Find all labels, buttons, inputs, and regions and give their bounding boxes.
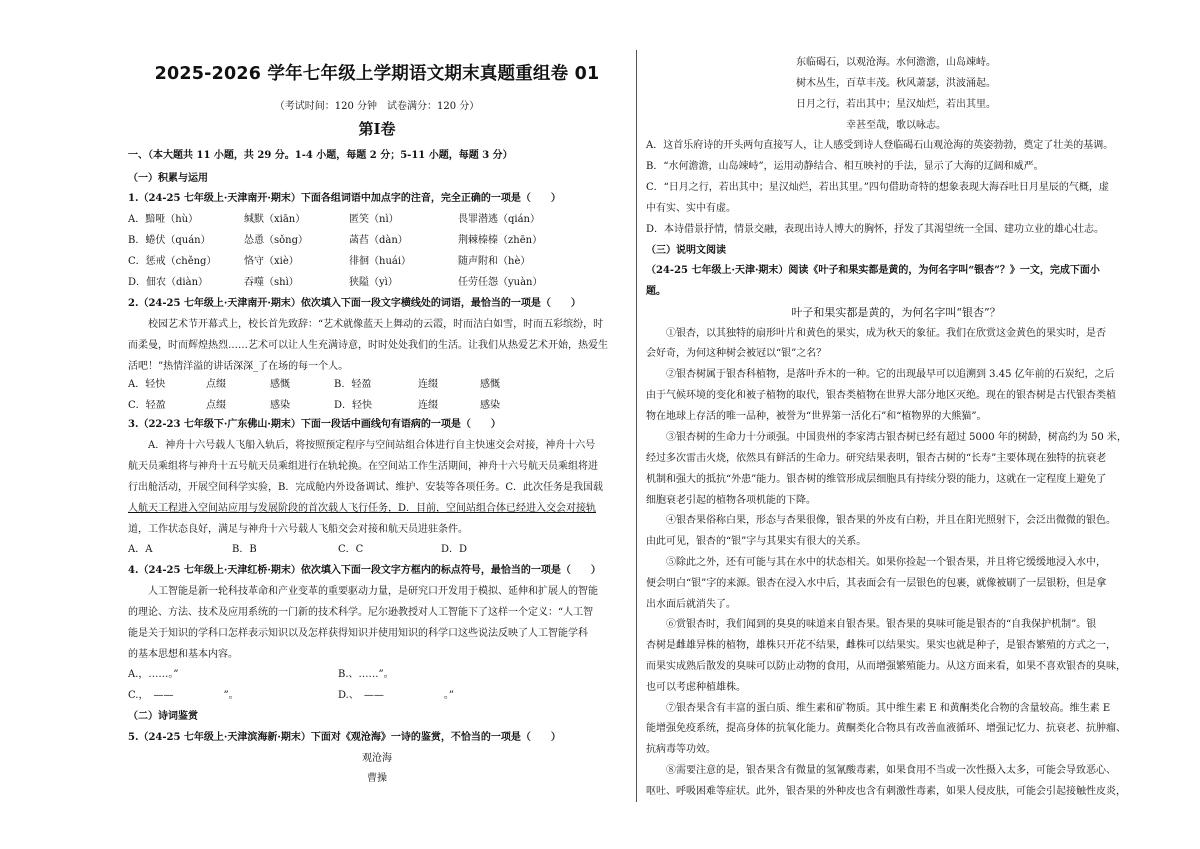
- column-divider: [636, 50, 637, 802]
- question-2: 2.（24-25 七年级上·天津南开·期末）依次填入下面一段文字横线处的词语，最恰当的一项是（ ）: [128, 298, 581, 309]
- q2-passage-line: 活吧！”热情洋溢的讲话深深_了在场的每一个人。: [128, 361, 349, 372]
- q2-passage-line: 而柔曼，时而辉煌热烈……艺术可以让人生充满诗意，时时处处我们的生活。让我们从热爱艺术开始，热爱生: [128, 340, 608, 351]
- q2-option: 感慨: [480, 379, 500, 390]
- article-paragraph-line: 抗病毒等功效。: [646, 744, 716, 755]
- article-paragraph-line: ⑦银杏果含有丰富的蛋白质、维生素和矿物质。其中维生素 E 和黄酮类化合物的含量较高。维生素 E: [666, 703, 1111, 714]
- reading-intro-line: 题。: [646, 286, 666, 297]
- q1-option: 任劳任怨（yuàn）: [458, 277, 543, 288]
- q1-option: 吞噬（shì）: [244, 277, 299, 288]
- q4-passage-line: 能是关于知识的学科口怎样表示知识以及怎样获得知识并使用知识的科学口这些说法反映了人工智能学科: [128, 628, 588, 639]
- q3-passage-line: A．神舟十六号载人飞船入轨后，将按照预定程序与空间站组合体进行自主快速交会对接，神舟十六号: [148, 440, 596, 451]
- q2-option: D．轻快: [334, 400, 373, 411]
- q2-option: C．轻盈: [128, 400, 166, 411]
- q1-option: 徘徊（huái）: [349, 256, 412, 267]
- article-title: 叶子和果实都是黄的，为何名字叫“银杏”？: [791, 306, 1001, 319]
- question-4: 4.（24-25 七年级上·天津红桥·期末）依次填入下面一段文字方框内的标点符号，最恰当的一项是（ ）: [128, 565, 601, 576]
- article-paragraph-line: ①银杏，以其独特的扇形叶片和黄色的果实，成为秋天的象征。我们在欣赏这金黄色的果实时，是否: [666, 328, 1106, 339]
- q3-option: D．D: [441, 544, 468, 555]
- article-paragraph-line: ④银杏果俗称白果，形态与杏果很像，银杏果的外皮有白粉，并且在阳光照射下，会泛出微微的银色。: [666, 515, 1116, 526]
- q3-passage-line: 行出舱活动，开展空间科学实验，B．完成舱内外设备调试、维护、安装等各项任务。C．此次任务是我国载: [128, 482, 603, 493]
- question-1: 1.（24-25 七年级上·天津南开·期末）下面各组词语中加点字的注音，完全正确的一项是（ ）: [128, 193, 561, 204]
- q4-passage-line: 的理论、方法、技术及应用系统的一门新的技术科学。尼尔逊教授对人工智能下了这样一个定义：“人工智: [128, 607, 594, 618]
- subsection-heading: （一）积累与运用: [128, 173, 208, 184]
- q1-option: 畏罪潜逃（qián）: [458, 214, 541, 225]
- q5-option: C．“日月之行，若出其中；星汉灿烂，若出其里。”四句借助奇特的想象表现大海吞吐日月星辰的气概，虚: [646, 182, 1109, 193]
- q1-option: A．黯哑（hù）: [128, 214, 199, 225]
- article-paragraph-line: 便会明白“银”字的来源。银杏在浸入水中后，其表面会有一层银色的包裹，就像被刷了一层银粉，但是拿: [646, 578, 1107, 589]
- q3-option: C．C: [338, 544, 364, 555]
- q4-passage-line: 人工智能是新一轮科技革命和产业变革的重要驱动力量，是研究口开发用于模拟、延伸和扩展人的智能: [148, 586, 598, 597]
- q5-option: B．“水何澹澹，山岛竦峙”，运用动静结合、相互映衬的手法，显示了大海的辽阔和威严。: [646, 161, 1044, 172]
- poem-line: 幸甚至哉，歌以咏志。: [846, 120, 946, 131]
- article-paragraph-line: 经过多次雷击火烧，依然具有鲜活的生命力。研究结果表明，银杏古树的“长寿”主要体现在独特的抗衰老: [646, 453, 1107, 464]
- q3-passage-line: 道，工作状态良好，满足与神舟十六号载人飞船交会对接和航天员进驻条件。: [128, 524, 468, 535]
- q1-option: 匿笑（nì）: [349, 214, 399, 225]
- poem-author: 曹操: [367, 773, 387, 784]
- q2-option: B．轻盈: [334, 379, 372, 390]
- poem-line: 树木丛生，百草丰茂。秋风萧瑟，洪波涌起。: [796, 78, 996, 89]
- q2-option: A．轻快: [128, 379, 166, 390]
- q1-option: 随声附和（hè）: [458, 256, 531, 267]
- article-paragraph-line: ⑤除此之外，还有可能与其在水中的状态相关。如果你捡起一个银杏果，并且将它缓缓地浸入水中，: [666, 557, 1106, 568]
- volume-heading: 第Ⅰ卷: [358, 120, 396, 138]
- q1-option: 缄默（xiān）: [244, 214, 306, 225]
- q1-option: 狭隘（yì）: [349, 277, 398, 288]
- q2-option: 感慨: [270, 379, 290, 390]
- reading-intro-line: （24-25 七年级上·天津·期末）阅读《叶子和果实都是黄的，为何名字叫“银杏”？》一文，完成下面小: [646, 265, 1100, 276]
- q2-option: 感染: [270, 400, 290, 411]
- article-paragraph-line: 机制和强大的抵抗“外患”能力。银杏树的维管形成层细胞具有持续分裂的能力，这就在一定程度上避免了: [646, 474, 1107, 485]
- article-paragraph-line: 物在地球上存活的唯一品种，被誉为“世界第一活化石”和“植物界的大熊猫”。: [646, 411, 987, 422]
- q1-option: 菡萏（dàn）: [349, 235, 408, 246]
- article-paragraph-line: 也可以考虑种植雄株。: [646, 682, 746, 693]
- poem-line: 日月之行，若出其中；星汉灿烂，若出其里。: [796, 99, 996, 110]
- q1-option: 怂恿（sǒng）: [244, 235, 308, 246]
- q3-option: A．A: [128, 544, 153, 555]
- q4-passage-line: 的基本思想和基本内容。: [128, 649, 238, 660]
- q2-option: 连缀: [418, 400, 438, 411]
- q5-option: A．这首乐府诗的开头两句直接写人，让人感受到诗人登临碣石山观沧海的英姿勃勃，奠定了壮美的基调。: [646, 140, 1114, 151]
- q1-option: 恪守（xiè）: [244, 256, 299, 267]
- subsection-heading: （二）诗词鉴赏: [128, 711, 198, 722]
- question-5: 5.（24-25 七年级上·天津滨海新·期末）下面对《观沧海》一诗的鉴赏，不恰当的一项是（ ）: [128, 732, 561, 743]
- article-paragraph-line: 出水面后就消失了。: [646, 599, 736, 610]
- q3-passage-line: 航天员乘组将与神舟十五号航天员乘组进行在轨轮换。在空间站工作生活期间，神舟十六号航天员乘组将进: [128, 461, 598, 472]
- article-paragraph-line: 呕吐、呼吸困难等症状。此外，银杏果的外种皮也含有刺激性毒素，如果人侵皮肤，可能会引起接触性皮炎，: [646, 786, 1126, 797]
- q2-option: 感染: [480, 400, 500, 411]
- q4-option: B.、……”。: [338, 669, 394, 680]
- q2-option: 连缀: [418, 379, 438, 390]
- q5-option: 中有实、实中有虚。: [646, 203, 736, 214]
- article-paragraph-line: 而果实成熟后散发的臭味可以防止动物的食用，从而增强繁殖能力。从这方面来看，如果不喜欢银杏的臭味，: [646, 661, 1126, 672]
- q1-option: B．蜷伏（quán）: [128, 235, 211, 246]
- q3-passage-line: 人航天工程进入空间站应用与发展阶段的首次载人飞行任务，D．目前，空间站组合体已经进入交会对接轨: [128, 503, 597, 514]
- article-paragraph-line: 会好奇，为何这种树会被冠以“银”之名？: [646, 348, 827, 359]
- article-paragraph-line: ②银杏树属于银杏科植物，是落叶乔木的一种。它的出现最早可以追溯到 3.45 亿年前的石炭纪，之后: [666, 369, 1115, 380]
- q1-option: 荆棘榛榛（zhēn）: [458, 235, 543, 246]
- article-paragraph-line: ⑥赏银杏时，我们闻到的臭臭的味道来自银杏果。银杏果的臭味可能是银杏的“自我保护机制”。银: [666, 619, 1097, 630]
- subsection-heading: （三）说明文阅读: [646, 245, 726, 256]
- article-paragraph-line: 细胞衰老引起的植物各项机能的下降。: [646, 495, 816, 506]
- article-paragraph-line: 由此可见，银杏的“银”字与其果实有很大的关系。: [646, 536, 867, 547]
- q5-option: D．本诗借景抒情，情景交融，表现出诗人博大的胸怀，抒发了其渴望统一全国、建功立业的雄心壮志。: [646, 224, 1105, 235]
- article-paragraph-line: 杏树是雌雄异株的植物，雄株只开花不结果，雌株可以结果实。果实也就是种子，是银杏繁殖的方式之一，: [646, 640, 1116, 651]
- article-paragraph-line: ⑧需要注意的是，银杏果含有微量的氢氰酸毒素，如果食用不当或一次性摄入太多，可能会导致恶心、: [666, 765, 1116, 776]
- article-paragraph-line: 由于气候环境的变化和被子植物的取代，银杏类植物在世界大部分地区灭绝。现在的银杏树是古代银杏类植: [646, 390, 1116, 401]
- poem-line: 东临碣石，以观沧海。水何澹澹，山岛竦峙。: [796, 57, 996, 68]
- poem-title: 观沧海: [362, 753, 392, 764]
- q2-passage-line: 校园艺术节开幕式上，校长首先致辞：“艺术就像蓝天上舞动的云霞，时而洁白如雪，时而五彩缤纷，时: [148, 319, 604, 330]
- q2-option: 点缀: [206, 379, 226, 390]
- q4-option: A.，……。”: [128, 669, 179, 680]
- exam-subtitle: （考试时间：120 分钟 试卷满分：120 分）: [274, 101, 480, 112]
- section-heading: 一、（本大题共 11 小题，共 29 分。1-4 小题，每题 2 分；5-11 小题，每题 3 分）: [128, 150, 513, 161]
- q4-option: D.、 —— 。”: [338, 690, 454, 701]
- q1-option: C．惩戒（chěng）: [128, 256, 217, 267]
- q4-option: C.， —— ”。: [128, 690, 239, 701]
- question-3: 3.（22-23 七年级下·广东佛山·期末）下面一段话中画线句有语病的一项是（ ）: [128, 419, 501, 430]
- q3-option: B．B: [232, 544, 257, 555]
- q1-option: D．佃农（diàn）: [128, 277, 209, 288]
- exam-title: 2025-2026 学年七年级上学期语文期末真题重组卷 01: [154, 64, 600, 84]
- article-paragraph-line: ③银杏树的生命力十分顽强。中国贵州的李家湾古银杏树已经有超过 5000 年的树龄，树高约为 50 米，: [666, 432, 1127, 443]
- q2-option: 点缀: [206, 400, 226, 411]
- article-paragraph-line: 能增强免疫系统，提高身体的抗氧化能力。黄酮类化合物具有改善血液循环、增强记忆力、抗衰老、抗肿瘤、: [646, 723, 1126, 734]
